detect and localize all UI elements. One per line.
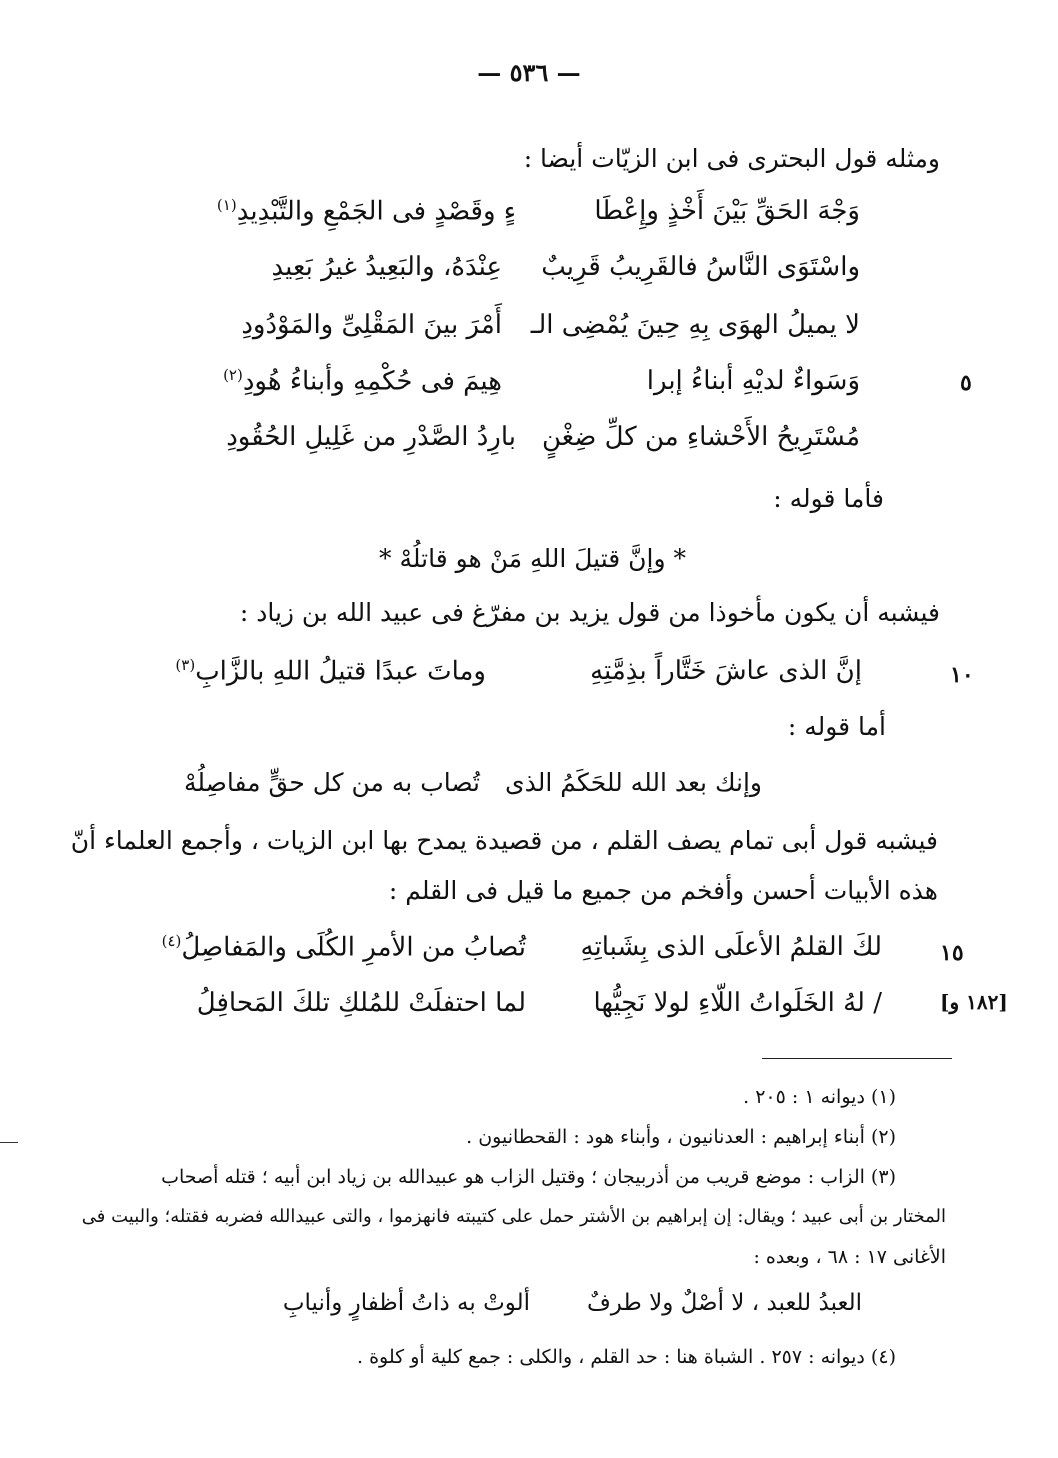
footnote-3-line-1: (٣) الزاب : موضع قريب من أذربيجان ؛ وقتيل الزاب هو عبيدالله بن زياد ابن أبيه ؛ قتله أصحاب [161, 1166, 896, 1188]
footnote-separator [762, 1058, 952, 1059]
intro-line: أما قوله : [787, 712, 886, 741]
footnote-2: (٢) أبناء إبراهيم : العدنانيون ، وأبناء هود : القحطانيون . [466, 1126, 896, 1148]
margin-mark [0, 1142, 18, 1143]
intro-line: فيشبه أن يكون مأخوذا من قول يزيد بن مفرّغ فى عبيد الله بن زياد : [239, 598, 940, 627]
line-number-5: ٥ [960, 370, 972, 396]
intro-line: فأما قوله : [773, 484, 884, 513]
verse-4-footnote-ref: (٢) [223, 366, 243, 384]
verse-4-first-hemistich: وَسَواءٌ لديْهِ أبناءُ إبرا [646, 366, 860, 396]
quoted-second-hemistich: تُصاب به من كل حقٍّ مفاصِلُهْ [183, 768, 480, 797]
line-number-10: ١٠ [950, 662, 974, 688]
verse-7-second-hemistich [162, 932, 526, 964]
verse-4-second-text: هِيمَ فى حُكْمِهِ وأبناءُ هُودِ [242, 366, 502, 397]
verse-1-first-hemistich: وَجْهَ الحَقِّ بَيْنَ أَخْذٍ وإِعْطَا [594, 196, 860, 226]
intro-line: ومثله قول البحترى فى ابن الزيّات أيضا : [523, 144, 940, 173]
verse-1-footnote-ref: (١) [216, 196, 237, 214]
verse-3-second-hemistich: أَمْرَ بينَ المَقْلِىِّ والمَوْدُودِ [241, 310, 502, 340]
footnote-3-verse-second-hemistich: ألوتْ به ذاتُ أظفارٍ وأنيابِ [282, 1290, 530, 1316]
verse-7-second-text: تُصابُ من الأمرِ الكُلَى والمَفاصِلُ [181, 932, 526, 963]
footnote-4: (٤) ديوانه : ٢٥٧ . الشباة هنا : حد القلم ، والكلى : جمع كلية أو كلوة . [357, 1346, 896, 1368]
verse-4-second-hemistich [223, 366, 502, 398]
verse-6-footnote-ref: (٣) [175, 656, 196, 674]
verse-1-second-text: ءٍ وقَصْدٍ فى الجَمْعِ والتَّبْدِيدِ [236, 196, 516, 227]
footnote-3-line-3: الأغانى ١٧ : ٦٨ ، وبعده : [753, 1246, 946, 1268]
verse-6-second-text: وماتَ عبدًا قتيلُ اللهِ بالزَّابِ [195, 656, 486, 687]
quoted-hemistich: * وإنَّ قتيلَ اللهِ مَنْ هو قاتلُهْ * [379, 544, 686, 573]
footnote-1: (١) ديوانه ١ : ٢٠٥ . [743, 1086, 896, 1108]
page-number: — ٥٣٦ — [477, 58, 581, 87]
footnote-3-line-2: المختار بن أبى عبيد ؛ ويقال: إن إبراهيم بن الأشتر حمل على كتيبته فانهزموا ، والتى عبيدالله فضربه فقتله؛ والبيت فى [81, 1206, 946, 1227]
verse-7-footnote-ref: (٤) [161, 932, 182, 950]
verse-8-second-hemistich: لما احتفلَتْ للمُلكِ تلكَ المَحافِلُ [196, 988, 526, 1018]
verse-2-second-hemistich: عِنْدَهُ، والبَعِيدُ غيرُ بَعِيدِ [271, 252, 502, 282]
footnote-3-verse-first-hemistich: العبدُ للعبد ، لا أصْلٌ ولا طرفٌ [586, 1290, 862, 1316]
prose-line: فيشبه قول أبى تمام يصف القلم ، من قصيدة يمدح بها ابن الزيات ، وأجمع العلماء أنّ [70, 826, 938, 855]
verse-6-first-hemistich: إنَّ الذى عاشَ خَتَّاراً بذِمَّتِهِ [590, 656, 862, 686]
verse-1-second-hemistich [217, 196, 516, 228]
verse-8-first-hemistich: / لهُ الخَلَواتُ اللّاءِ لولا نَجِيُّها [593, 988, 882, 1018]
verse-5-first-hemistich: مُسْتَرِيحُ الأَحْشاءِ من كلِّ ضِغْنٍ [541, 422, 860, 452]
verse-7-first-hemistich: لكَ القلمُ الأعلَى الذى بِشَباتِهِ [580, 932, 882, 962]
verse-6-second-hemistich [175, 656, 486, 688]
manuscript-folio-marker: [١٨٢ و] [940, 990, 1008, 1014]
verse-2-first-hemistich: واسْتَوَى النَّاسُ فالقَرِيبُ قَرِيبٌ [541, 252, 860, 282]
prose-line: هذه الأبيات أحسن وأفخم من جميع ما قيل فى القلم : [388, 876, 938, 905]
verse-3-first-hemistich: لا يميلُ الهوَى بِهِ حِينَ يُمْضِى الـ [530, 310, 860, 340]
line-number-15: ١٥ [940, 940, 964, 966]
quoted-first-hemistich: وإنك بعد الله للحَكَمُ الذى [505, 768, 762, 797]
verse-5-second-hemistich: بارِدُ الصَّدْرِ من غَلِيلِ الحُقُودِ [226, 422, 516, 452]
